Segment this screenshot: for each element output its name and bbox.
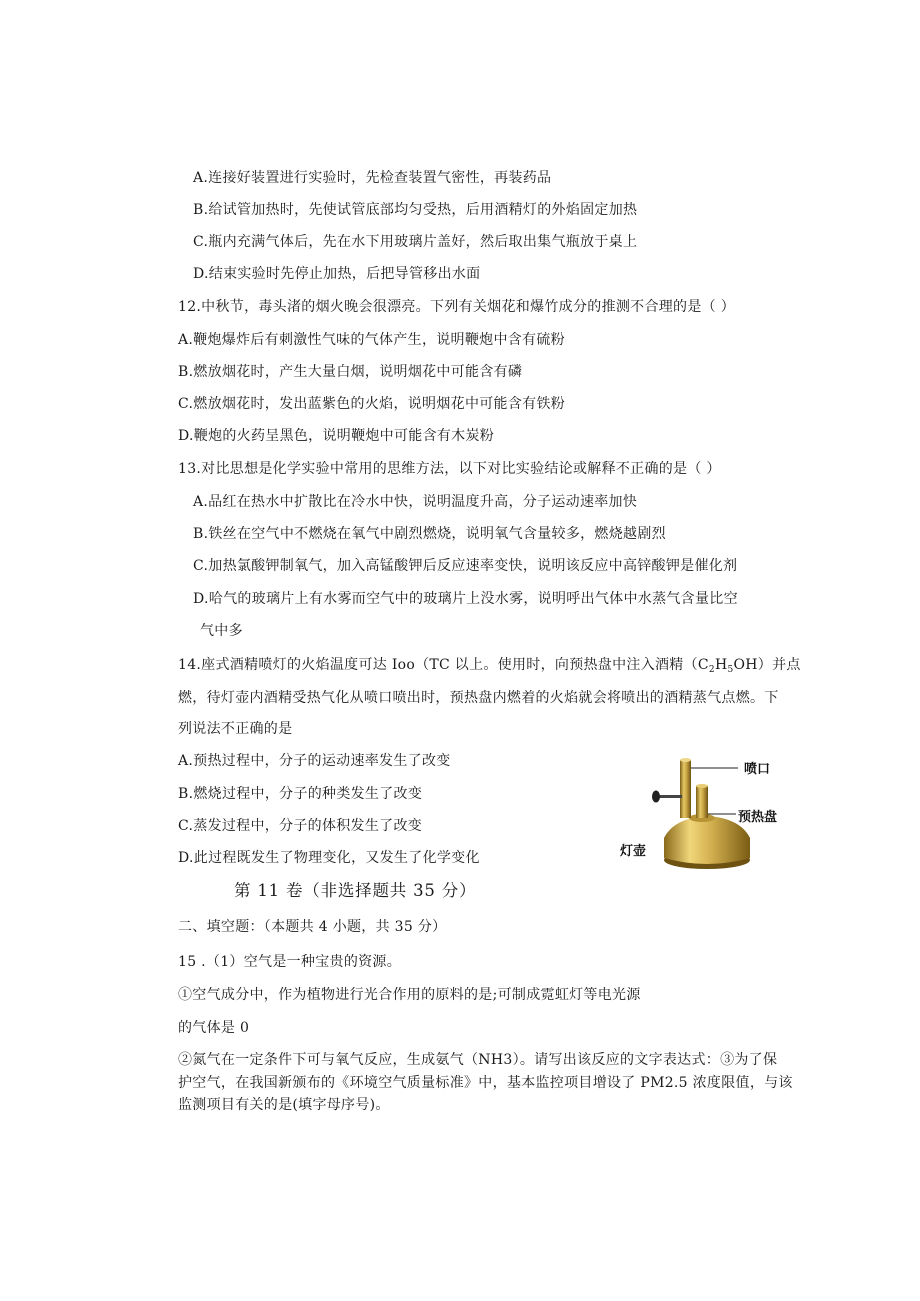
q14-option-c: C.蒸发过程中，分子的体积发生了改变 — [178, 818, 423, 834]
q14-option-d: D.此过程既发生了物理变化，又发生了化学变化 — [178, 850, 480, 866]
q13-option-a: A.品红在热水中扩散比在冷水中快，说明温度升高，分子运动速率加快 — [193, 494, 638, 510]
q14-option-b: B.燃烧过程中，分子的种类发生了改变 — [178, 786, 423, 802]
q14-stem-line3: 列说法不正确的是 — [178, 721, 293, 737]
q11-option-a: A.连接好装置进行实验时，先检查装置气密性，再装药品 — [193, 170, 552, 186]
section2-title: 第 11 卷（非选择题共 35 分） — [234, 881, 477, 900]
q11-option-c: C.瓶内充满气体后，先在水下用玻璃片盖好，然后取出集气瓶放于桌上 — [193, 234, 638, 250]
nozzle-label: 喷口 — [744, 762, 771, 777]
q14-option-a: A.预热过程中，分子的运动速率发生了改变 — [178, 753, 451, 769]
q13-option-b: B.铁丝在空气中不燃烧在氧气中剧烈燃烧，说明氧气含量较多，燃烧越剧烈 — [193, 526, 666, 542]
q11-option-d: D.结束实验时先停止加热，后把导管移出水面 — [193, 266, 481, 282]
lamp-pot-label: 灯壶 — [620, 844, 647, 859]
q14-stem-line1: 14.座式酒精喷灯的火焰温度可达 Ioo（TC 以上。使用时，向预热盘中注入酒精$(C_2H_5OH)$并点 — [178, 657, 801, 675]
q12-stem: 12.中秋节，毒头渚的烟火晚会很漂亮。下列有关烟花和爆竹成分的推测不合理的是（ ） — [178, 299, 736, 315]
q15-line2: 的气体是 0 — [178, 1020, 250, 1036]
q13-option-d: D.哈气的玻璃片上有水雾而空气中的玻璃片上没水雾，说明呼出气体中水蒸气含量比空 — [193, 591, 738, 607]
alcohol-blowtorch-figure — [620, 752, 800, 877]
q15-line5: 监测项目有关的是(填字母序号)。 — [178, 1097, 390, 1113]
q14-stem-line2: 燃，待灯壶内酒精受热气化从喷口喷出时，预热盘内燃着的火焰就会将喷出的酒精蒸气点燃。下 — [178, 690, 779, 706]
q12-option-d: D.鞭炮的火药呈黑色，说明鞭炮中可能含有木炭粉 — [178, 428, 495, 444]
q15-line4: 护空气，在我国新颁布的《环境空气质量标准》中，基本监控项目增设了 PM2.5 浓度限值，与该 — [178, 1075, 793, 1091]
preheat-tube — [696, 786, 708, 818]
q11-option-b: B.给试管加热时，先使试管底部均匀受热，后用酒精灯的外焰固定加热 — [193, 202, 638, 218]
fill-blank-header: 二、填空题：（本题共 4 小题，共 35 分） — [178, 919, 447, 935]
q13-stem: 13.对比思想是化学实验中常用的思维方法，以下对比实验结论或解释不正确的是（ ） — [178, 461, 721, 477]
q15-line3: ②氮气在一定条件下可与氧气反应，生成氨气（NH3）。请写出该反应的文字表达式：③为了保 — [178, 1052, 778, 1068]
q12-option-b: B.燃放烟花时，产生大量白烟，说明烟花中可能含有磷 — [178, 364, 523, 380]
q12-option-a: A.鞭炮爆炸后有刺激性气味的气体产生，说明鞭炮中含有硫粉 — [178, 332, 565, 348]
q13-option-d-cont: 气中多 — [200, 623, 243, 639]
q15-stem: 15 .（1）空气是一种宝贵的资源。 — [178, 954, 402, 970]
q15-line1: ①空气成分中，作为植物进行光合作用的原料的是;可制成霓虹灯等电光源 — [178, 987, 641, 1003]
valve-knob — [652, 791, 660, 803]
q13-option-c: C.加热氯酸钾制氧气，加入高锰酸钾后反应速率变快，说明该反应中高锌酸钾是催化剂 — [193, 558, 738, 574]
q12-option-c: C.燃放烟花时，发出蓝紫色的火焰，说明烟花中可能含有铁粉 — [178, 396, 566, 412]
nozzle-tube — [680, 760, 691, 818]
preheat-plate-label: 预热盘 — [738, 810, 778, 825]
valve-stem — [658, 795, 682, 798]
